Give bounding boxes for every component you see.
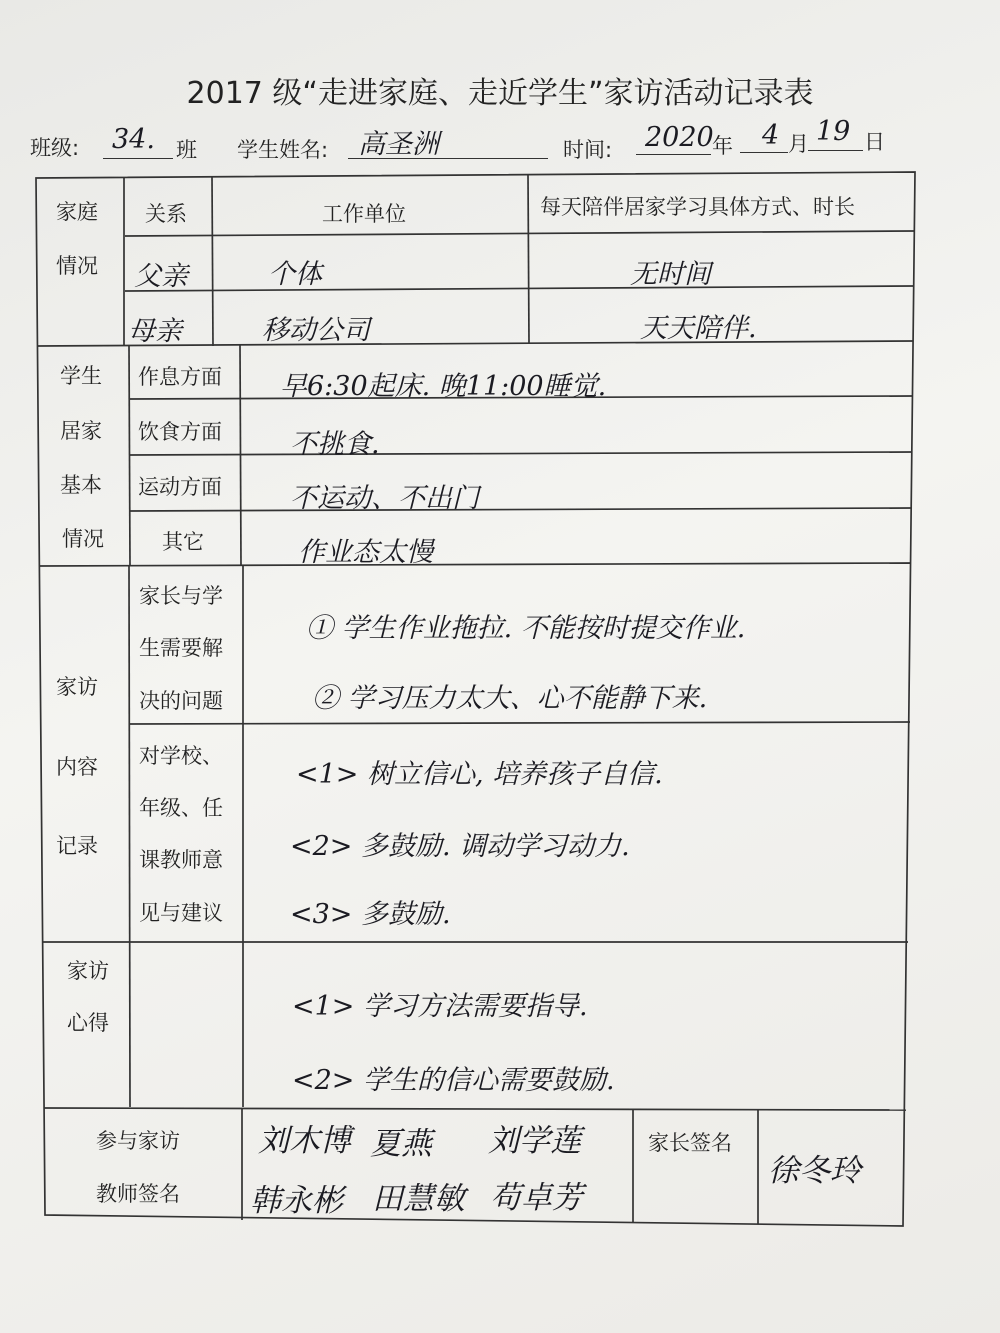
reflection-item-2: <2> 学生的信心需要鼓励.	[292, 1065, 615, 1096]
student-name-value: 高圣洲	[358, 129, 439, 160]
mother-work: 移动公司	[262, 315, 370, 346]
parent-signature: 徐冬玲	[768, 1153, 861, 1189]
teacher-signature: 刘学莲	[488, 1123, 581, 1159]
teacher-signature: 韩永彬	[250, 1183, 343, 1219]
class-value: 34.	[112, 124, 155, 155]
teacher-signature: 田慧敏	[372, 1181, 465, 1217]
suggestion-item-2: <2> 多鼓励. 调动学习动力.	[290, 831, 630, 862]
class-suffix: 班	[176, 138, 197, 162]
schedule-label: 作息方面	[138, 365, 222, 389]
family-section-label-1: 家庭	[56, 200, 98, 224]
time-label: 时间:	[563, 138, 613, 162]
other-value: 作业态太慢	[298, 537, 433, 568]
visit-section-line-1: 家访	[56, 675, 98, 699]
father-relation: 父亲	[134, 261, 188, 292]
relation-header: 关系	[145, 202, 187, 226]
suggestion-item-1: <1> 树立信心, 培养孩子自信.	[296, 759, 663, 790]
company-header: 每天陪伴居家学习具体方式、时长	[540, 195, 855, 219]
suggestions-label-line-2: 年级、任	[139, 796, 223, 820]
form-title: 2017 级“走进家庭、走近学生”家访活动记录表	[186, 76, 814, 111]
student-name-label: 学生姓名:	[237, 138, 329, 162]
visit-section-line-3: 记录	[56, 834, 98, 858]
year-value: 2020	[645, 122, 714, 153]
day-unit: 日	[864, 130, 885, 154]
teacher-signature: 刘木博	[258, 1123, 351, 1159]
home-section-line-3: 基本	[60, 473, 102, 497]
parent-sign-label: 家长签名	[648, 1131, 732, 1155]
mother-relation: 母亲	[128, 316, 182, 347]
family-section-label-2: 情况	[56, 254, 98, 278]
father-work: 个体	[268, 259, 322, 290]
year-unit: 年	[712, 134, 733, 158]
month-value: 4	[762, 120, 780, 151]
diet-value: 不挑食.	[290, 429, 380, 460]
home-section-line-2: 居家	[60, 419, 102, 443]
teacher-signature: 夏燕	[370, 1126, 432, 1162]
reflection-label-line-2: 心得	[67, 1011, 109, 1035]
suggestions-label-line-1: 对学校、	[139, 744, 223, 768]
schedule-value: 早6:30起床. 晚11:00睡觉.	[280, 371, 607, 402]
reflection-label-line-1: 家访	[67, 959, 109, 983]
diet-label: 饮食方面	[138, 420, 222, 444]
suggestions-label-line-4: 见与建议	[139, 901, 223, 925]
problem-item-1: ① 学生作业拖拉. 不能按时提交作业.	[306, 613, 746, 644]
exercise-label: 运动方面	[138, 475, 222, 499]
suggestion-item-3: <3> 多鼓励.	[290, 899, 451, 930]
problems-label-line-3: 决的问题	[139, 689, 223, 713]
teacher-sign-label-line-1: 参与家访	[96, 1129, 180, 1153]
problem-item-2: ② 学习压力太大、心不能静下来.	[312, 683, 708, 714]
other-label: 其它	[162, 530, 204, 554]
problems-label-line-2: 生需要解	[139, 636, 223, 660]
mother-company: 天天陪伴.	[640, 313, 757, 344]
class-label: 班级:	[30, 136, 80, 160]
father-company: 无时间	[630, 259, 711, 290]
home-section-line-4: 情况	[62, 527, 104, 551]
exercise-value: 不运动、不出门	[290, 483, 479, 514]
problems-label-line-1: 家长与学	[139, 584, 223, 608]
suggestions-label-line-3: 课教师意	[139, 848, 223, 872]
day-value: 19	[816, 116, 851, 147]
teacher-signature: 苟卓芳	[490, 1180, 583, 1216]
reflection-item-1: <1> 学习方法需要指导.	[292, 991, 588, 1022]
visit-section-line-2: 内容	[56, 755, 98, 779]
month-unit: 月	[788, 132, 809, 156]
teacher-sign-label-line-2: 教师签名	[96, 1182, 180, 1206]
home-section-line-1: 学生	[60, 364, 102, 388]
work-header: 工作单位	[322, 202, 406, 226]
